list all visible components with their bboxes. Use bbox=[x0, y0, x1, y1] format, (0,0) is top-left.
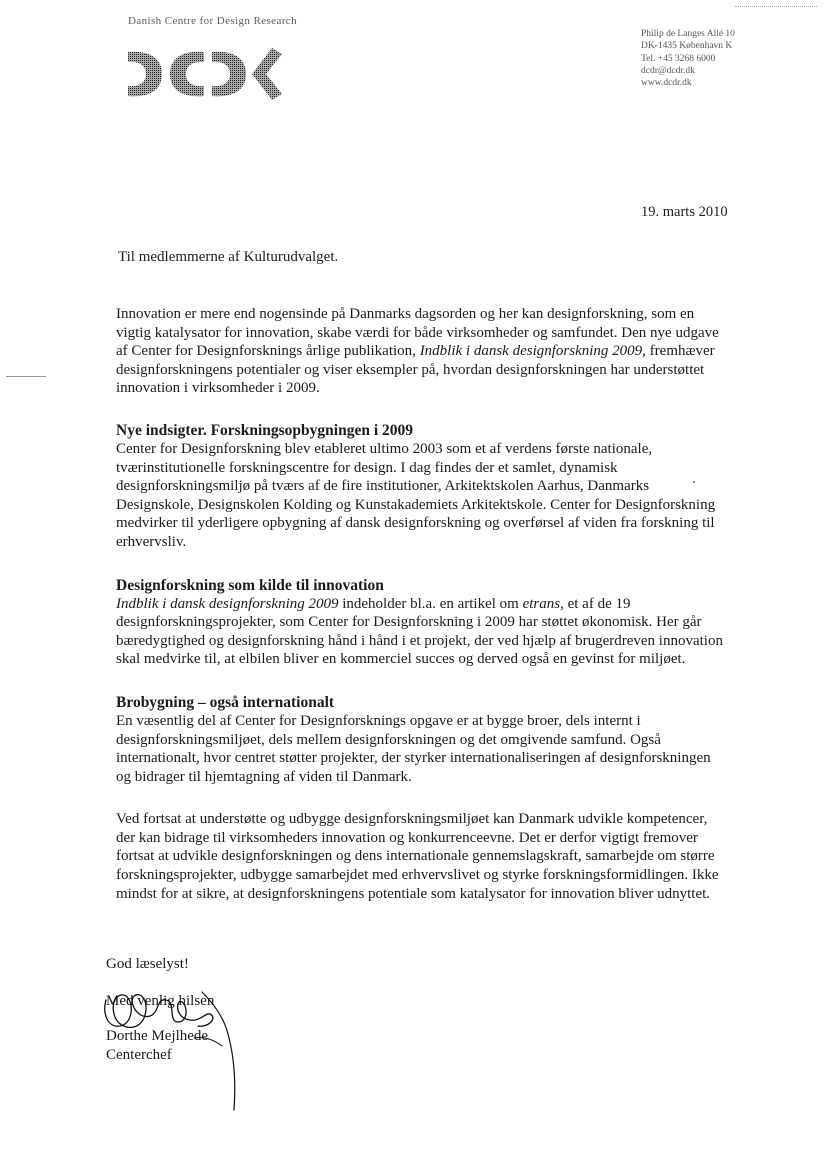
project-name: etrans bbox=[522, 595, 561, 612]
signer-name: Dorthe Mejlhede bbox=[106, 1028, 209, 1045]
section-heading: Designforskning som kilde til innovation bbox=[116, 576, 384, 594]
address-line: DK-1435 København K bbox=[641, 41, 733, 52]
closing-regards: Med venlig hilsen bbox=[106, 992, 215, 1009]
closing-wish: God læselyst! bbox=[106, 956, 189, 972]
signer-title: Centerchef bbox=[106, 1046, 172, 1063]
publication-title: Indblik i dansk designforskning 2009, bbox=[419, 343, 646, 360]
letter-date: 19. marts 2010 bbox=[641, 204, 728, 220]
section-heading: Brobygning – også internationalt bbox=[116, 693, 335, 711]
section-heading: Nye indsigter. Forskningsopbygningen i 2009 bbox=[116, 421, 414, 439]
conclusion-paragraph: Ved fortsat at understøtte og udbygge designforskningsmiljøet kan Danmark udvikle kompetencer, der kan bidrage til virksomheders innovation og konkurrenceevne. Det er derfor vigtigt fremover fortsat at udvikle designforskningen og dens internationale gennemslagskraft, samarbejde om større forskningsprojekter, udbygge samarbejdet med erhvervslivet og styrke forskningsformidlingen. Ikke mindst for at sikre, at designforskningens potentiale som katalysator for innovation bliver udnyttet. bbox=[116, 811, 719, 902]
address-line: www.dcdr.dk bbox=[641, 78, 692, 89]
salutation: Til medlemmerne af Kulturudvalget. bbox=[118, 249, 339, 265]
section-paragraph: Indblik i dansk designforskning 2009 indeholder bl.a. en artikel om etrans, et af de 19 designforskningsprojekter, som Center for Designforskning i 2009 har støttet økonomisk. Her går bæredygtighed og designforskning hånd i hånd i et projekt, der ved hjælp af brugerdreven innovation skal medvirke til, at elbilen bliver en kommerciel succes og derved også en gevinst for miljøet. bbox=[116, 595, 723, 668]
handwritten-signature bbox=[98, 978, 248, 1113]
organization-tagline: Danish Centre for Design Research bbox=[128, 15, 297, 27]
section-paragraph: En væsentlig del af Center for Designforsknings opgave er at bygge broer, dels internt i designforskningsmiljøet, dels mellem designforskningen og det omgivende samfund. Også internationalt, hvor centret støtter projekter, der styrker internationaliseringen af designforskningen og bidrager til hjemtagning af viden til Danmark. bbox=[116, 712, 711, 785]
publication-title: Indblik i dansk designforskning 2009 bbox=[116, 595, 339, 612]
sender-address bbox=[641, 28, 735, 89]
address-line: dcdr@dcdr.dk bbox=[641, 65, 695, 76]
intro-paragraph: Innovation er mere end nogensinde på Danmarks dagsorden og her kan designforskning, som en vigtig katalysator for innovation, skabe værdi for både virksomheder og samfundet. Den nye udgave af Center for Designforsknings årlige publikation, Indblik i dansk designforskning 2009, fremhæver designforskningens potentialer og viser eksempler på, hvordan designforskningen har understøttet innovation i virksomheder i 2009. bbox=[116, 306, 719, 397]
letter-body bbox=[116, 305, 726, 903]
dcdr-logo bbox=[126, 46, 286, 102]
section-paragraph: Center for Designforskning blev etableret ultimo 2003 som et af verdens første nationale, tværinstitutionelle forskningscentre for design. I dag findes der et samlet, dynamisk designforskningsmiljø på tværs af de fire institutioner, Arkitektskolen Aarhus, Danmarks Designskole, Designskolen Kolding og Kunstakademiets Arkitektskole. Center for Designforskning medvirker til yderligere opbygning af dansk designforskning og overførsel af viden fra forskning til erhvervsliv. bbox=[116, 440, 716, 550]
margin-fold-mark bbox=[6, 376, 46, 377]
top-edge-line bbox=[735, 6, 817, 7]
address-line: Tel. +45 3268 6000 bbox=[641, 53, 716, 64]
address-line: Philip de Langes Allé 10 bbox=[641, 29, 735, 39]
